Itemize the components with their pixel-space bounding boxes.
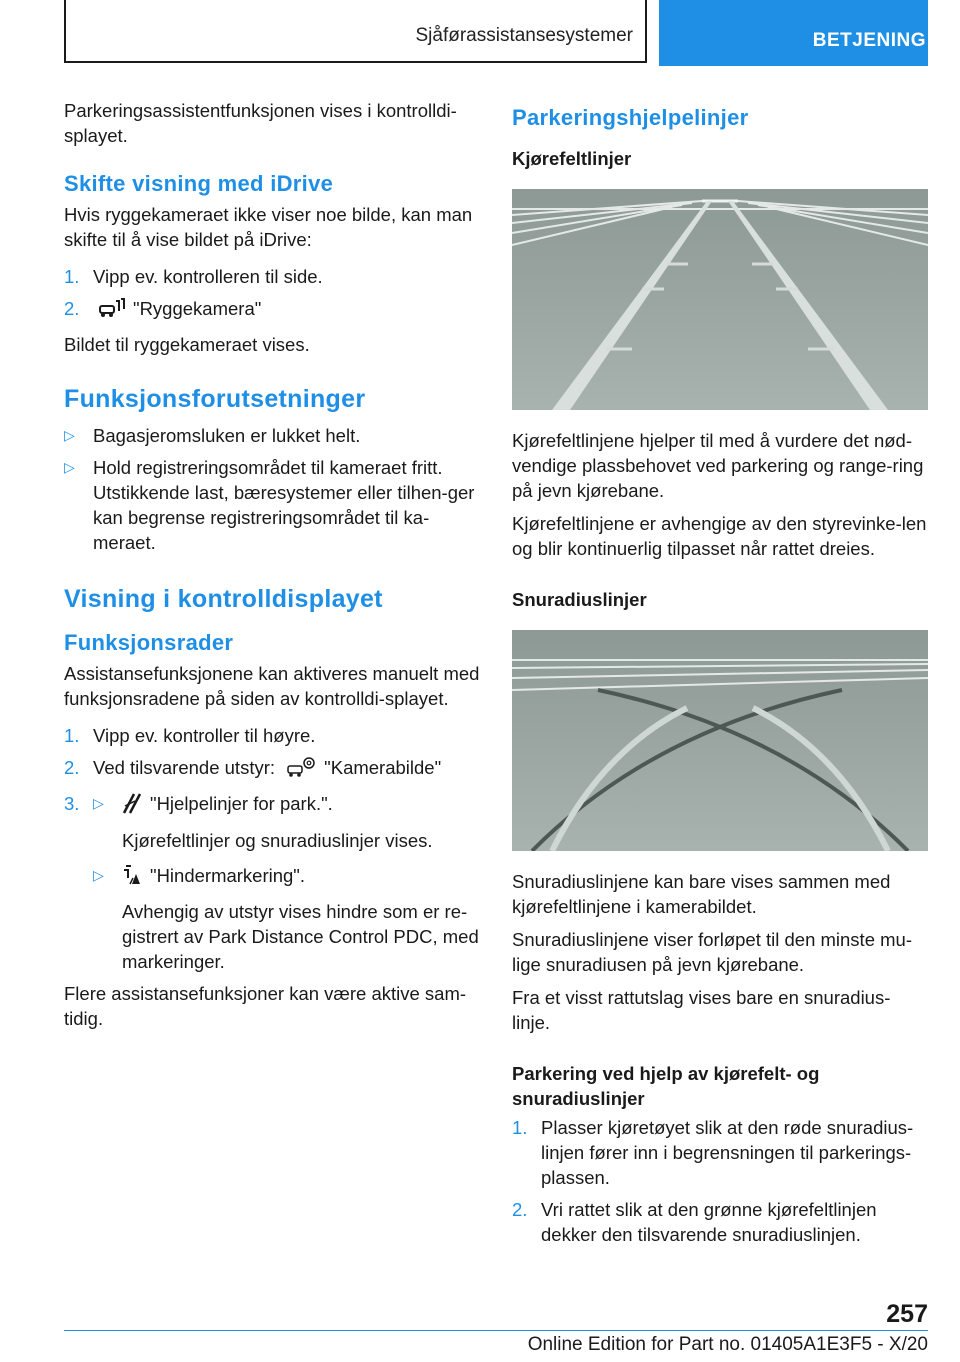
list-item: 2. Ved tilsvarende utstyr: "Kamerabilde"	[64, 755, 482, 784]
intro-text: Parkeringsassistentfunksjonen vises i kontrolldi-splayet.	[64, 100, 457, 146]
list-item: 2. Vri rattet slik at den grønne kjørefeltlinjen dekker den tilsvarende snuradiuslinjen.	[512, 1199, 877, 1245]
list-item: 1. Vipp ev. kontrolleren til side.	[64, 266, 323, 287]
list-item: 2. "Ryggekamera"	[64, 296, 482, 325]
footer-edition: Online Edition for Part no. 01405A1E3F5 - X/20	[527, 1334, 928, 1355]
turn-text-1: Snuradiuslinjene kan bare vises sammen med kjørefeltlinjene i kamerabildet.	[512, 871, 891, 917]
idrive-result: Bildet til ryggekameraet vises.	[64, 334, 310, 355]
page-header	[64, 0, 928, 66]
heading-display: Visning i kontrolldisplayet	[64, 585, 383, 613]
heading-requirements: Funksjonsforutsetninger	[64, 385, 366, 413]
left-column	[64, 98, 482, 1039]
page-number: 257	[886, 1300, 928, 1328]
heading-idrive: Skifte visning med iDrive	[64, 171, 334, 196]
parking-guide-lines-icon	[122, 792, 142, 820]
heading-lane-lines: Kjørefeltlinjer	[512, 148, 632, 169]
heading-rows: Funksjonsrader	[64, 630, 234, 655]
list-item: 3. ▷ "Hjelpelinjer for park.". Kjørefeltlinjer og snuradiuslinjer vises. ▷ "Hindermarkering". Avhengig av utstyr vises hindre som er re-gistrert av Park Distance Control PDC, med markeringer.	[64, 791, 482, 974]
lane-text-2: Kjørefeltlinjene er avhengige av den styrevinke-len og blir kontinuerlig tilpasset når rattet dreies.	[512, 513, 927, 559]
list-item: ▷ "Hindermarkering".	[93, 863, 482, 892]
rows-text: Assistansefunksjonene kan aktiveres manuelt med funksjonsradene på siden av kontrolldi-splayet.	[64, 663, 480, 709]
turn-text-2: Snuradiuslinjene viser forløpet til den minste mu-lige snuradiusen på jevn kjørebane.	[512, 929, 912, 975]
turning-radius-image	[512, 630, 928, 851]
idrive-text: Hvis ryggekameraet ikke viser noe bilde, kan man skifte til å vise bildet på iDrive:	[64, 204, 473, 250]
camera-settings-icon	[284, 756, 316, 784]
lane-text-1: Kjørefeltlinjene hjelper til med å vurdere det nød-vendige plassbehovet ved parkering og range-ring på jevn kjørebane.	[512, 430, 924, 501]
lane-lines-image	[512, 189, 928, 410]
turn-text-3: Fra et visst rattutslag vises bare en snuradius-linje.	[512, 987, 891, 1033]
list-item: 1. Plasser kjøretøyet slik at den røde snuradius-linjen fører inn i begrensningen til parkerings-plassen.	[512, 1117, 914, 1188]
triangle-bullet-icon: ▷	[64, 459, 75, 475]
list-item: ▷ Hold registreringsområdet til kameraet fritt. Utstikkende last, bæresystemer eller tilhen-ger kan begrense registreringsområdet til ka-meraet.	[64, 457, 475, 553]
chapter-tab: BETJENING	[659, 0, 928, 66]
rear-camera-icon	[97, 297, 125, 325]
triangle-bullet-icon: ▷	[93, 867, 104, 883]
right-column	[512, 98, 928, 1254]
heading-guides: Parkeringshjelpelinjer	[512, 105, 749, 130]
closing-text: Flere assistansefunksjoner kan være aktive sam-tidig.	[64, 983, 467, 1029]
triangle-bullet-icon: ▷	[93, 795, 104, 811]
triangle-bullet-icon: ▷	[64, 427, 75, 443]
list-item: ▷ Bagasjeromsluken er lukket helt.	[64, 425, 361, 446]
section-title: Sjåførassistansesystemer	[64, 0, 647, 63]
heading-turn-lines: Snuradiuslinjer	[512, 589, 647, 610]
footer-divider	[64, 1330, 928, 1331]
obstacle-marking-icon	[122, 864, 142, 892]
list-item: 1. Vipp ev. kontroller til høyre.	[64, 725, 316, 746]
heading-parking: Parkering ved hjelp av kjørefelt- og snuradiuslinjer	[512, 1063, 820, 1109]
